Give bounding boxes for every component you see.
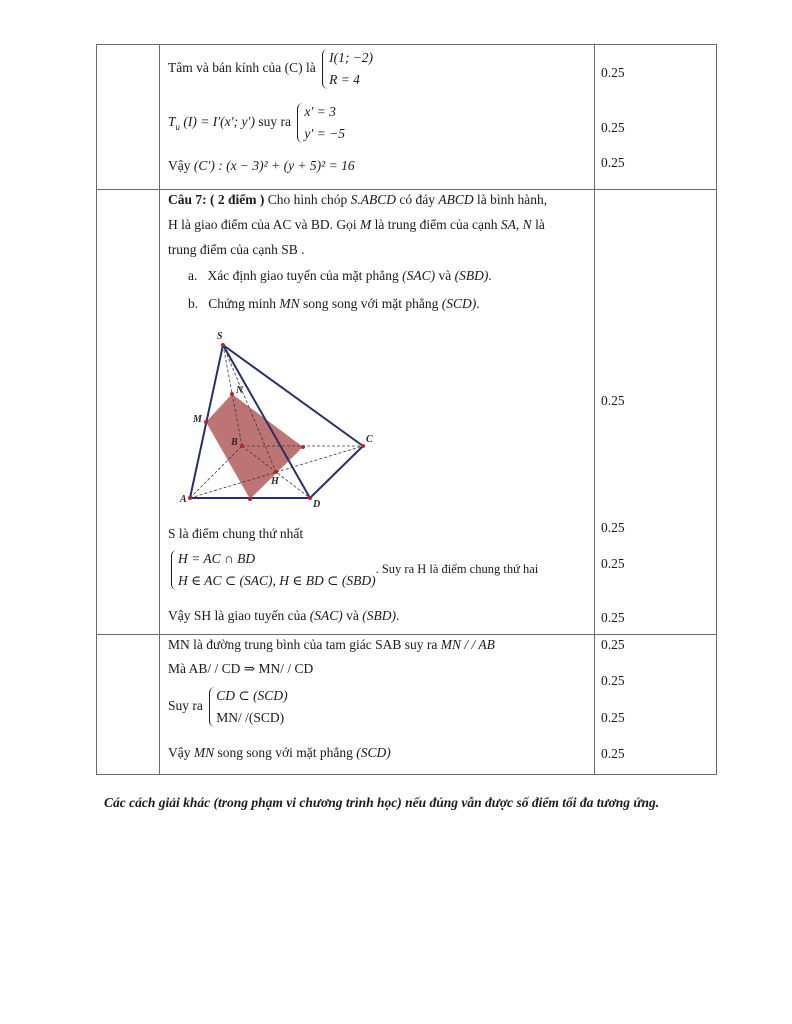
content-cell	[160, 45, 595, 190]
score-value: 0.25	[601, 120, 625, 135]
point-s	[221, 343, 225, 347]
score-value: 0.25	[601, 610, 625, 625]
point-h	[274, 470, 278, 474]
content-cell	[160, 190, 595, 635]
point-a	[188, 496, 192, 500]
midline-line: MN là đường trung bình của tam giác SAB suy ra MN / / AB	[168, 637, 495, 652]
label-m: M	[193, 414, 202, 425]
point-c	[361, 444, 365, 448]
pyramid-figure	[170, 326, 373, 510]
score-cell	[595, 45, 717, 190]
score-value: 0.25	[601, 155, 625, 170]
item-a: a. Xác định giao tuyến của mặt phẳng (SAC) và (SBD).	[188, 268, 492, 283]
label-a: A	[180, 494, 187, 505]
question-line: H là giao điểm của AC và BD. Gọi M là trung điểm của cạnh SA, N là	[168, 217, 545, 232]
footer-note: Các cách giải khác (trong phạm vi chương trình học) nếu đúng vẫn được số điểm tối đa tương ứng.	[104, 795, 660, 810]
question-cell	[97, 190, 160, 635]
translation-line: $T_u$ (I) = I′(x′; y′) suy ra x′ = 3 y′ = −5	[168, 101, 345, 145]
circle-equation-line: Vậy (C′) : (x − 3)² + (y + 5)² = 16	[168, 158, 355, 173]
score-value: 0.25	[601, 746, 625, 761]
question-line: trung điểm của cạnh SB .	[168, 242, 305, 257]
center-radius-line: Tâm và bán kính của (C) là I(1; −2) R = 4	[168, 47, 373, 91]
point-d	[308, 496, 312, 500]
second-common-point: H = AC ∩ BD H ∈ AC ⊂ (SAC), H ∈ BD ⊂ (SBD) . Suy ra H là điểm chung thứ hai	[168, 548, 538, 592]
system-brace: x′ = 3 y′ = −5	[296, 101, 345, 145]
point-n	[230, 392, 234, 396]
point-b	[240, 444, 244, 448]
deduction-line: Suy ra CD ⊂ (SCD) MN/ /(SCD)	[168, 685, 288, 729]
system-brace: I(1; −2) R = 4	[321, 47, 373, 91]
intersection-line: Vậy SH là giao tuyến của (SAC) và (SBD).	[168, 608, 400, 623]
question-cell	[97, 45, 160, 190]
point-bc-mid	[301, 445, 305, 449]
table-row	[97, 45, 717, 190]
content-cell	[160, 635, 595, 775]
section-plane	[206, 394, 303, 499]
label-n: N	[236, 385, 244, 396]
score-value: 0.25	[601, 710, 625, 725]
score-value: 0.25	[601, 673, 625, 688]
first-common-point: S là điểm chung thứ nhất	[168, 526, 304, 541]
table-row	[97, 190, 717, 635]
label-s: S	[217, 331, 223, 342]
label-b: B	[231, 437, 238, 448]
label-d: D	[313, 499, 321, 510]
score-value: 0.25	[601, 65, 625, 80]
score-cell	[595, 635, 717, 775]
score-value: 0.25	[601, 520, 625, 535]
question-cell	[97, 635, 160, 775]
point-m	[204, 420, 208, 424]
point-ad-mid	[248, 497, 252, 501]
parallel-line: Mà AB/ / CD ⇒ MN/ / CD	[168, 661, 314, 676]
label-h: H	[271, 476, 279, 487]
conclusion-line: Vậy MN song song với mặt phẳng (SCD)	[168, 745, 391, 760]
system-brace: H = AC ∩ BD H ∈ AC ⊂ (SAC), H ∈ BD ⊂ (SBD)	[170, 548, 376, 592]
question-line: Câu 7: ( 2 điểm ) Cho hình chóp S.ABCD có đáy ABCD là bình hành,	[168, 192, 548, 207]
edge-dc	[310, 446, 363, 498]
score-value: 0.25	[601, 556, 625, 571]
table-row	[97, 635, 717, 775]
grading-table	[96, 44, 717, 775]
label-c: C	[366, 434, 373, 445]
item-b: b. Chứng minh MN song song với mặt phẳng (SCD).	[188, 296, 480, 311]
score-value: 0.25	[601, 393, 625, 408]
system-brace: CD ⊂ (SCD) MN/ /(SCD)	[208, 685, 287, 729]
score-cell	[595, 190, 717, 635]
score-value: 0.25	[601, 637, 625, 652]
